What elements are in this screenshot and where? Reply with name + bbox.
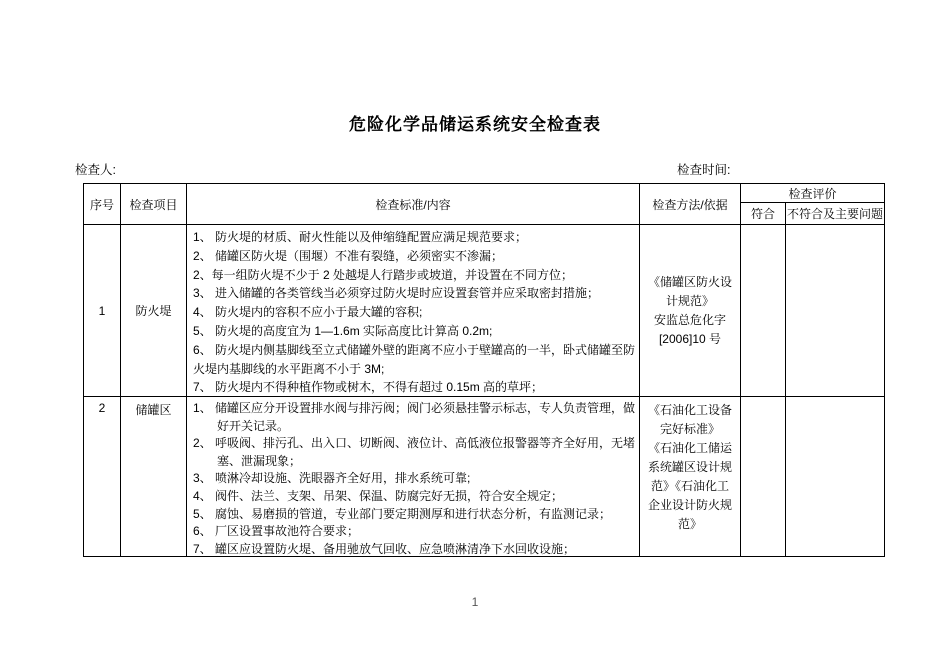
method-line: 《储罐区防火设 (647, 274, 732, 289)
method-line: 完好标准》 (659, 422, 720, 436)
standard-item: 6、 厂区设置事故池符合要求； (193, 524, 360, 539)
standard-item: 1、 防火堤的材质、耐火性能以及伸缩缝配置应满足规范要求； (193, 230, 528, 244)
header-item: 检查项目 (121, 184, 187, 225)
method-line: 企业设计防火规 (647, 498, 732, 512)
method-line: 范》 (677, 517, 702, 531)
method-reference (640, 273, 740, 349)
standard-item: 7、 罐区应设置防火堤、备用驰放气回收、应急喷淋清净下水回收设施； (193, 541, 576, 556)
row-item: 储罐区 (121, 397, 187, 557)
table-row (84, 397, 885, 557)
method-line: 范》《石油化工 (650, 479, 729, 493)
standard-item: 4、 阀件、法兰、支架、吊架、保温、防腐完好无损，符合安全规定； (193, 488, 564, 503)
standards-cell (187, 397, 640, 557)
standard-item: 7、 防火堤内不得种植作物或树木，不得有超过 0.15m 高的草坪； (193, 380, 544, 395)
row-item: 防火堤 (121, 225, 187, 397)
header-standard: 检查标准/内容 (187, 184, 640, 225)
standard-item: 3、 进入储罐的各类管线当必须穿过防火堤时应设置套管并应采取密封措施； (193, 286, 600, 301)
meta-row (75, 160, 884, 176)
conform-cell (741, 225, 786, 397)
standards-list (187, 225, 639, 396)
method-line: 计规范》 (665, 293, 714, 308)
method-line: 系统罐区设计规 (647, 460, 732, 474)
standard-item: 2、每一组防火堤不少于 2 处越堤人行踏步或坡道，并设置在不同方位； (193, 267, 574, 282)
standards-cell (187, 225, 640, 397)
method-line: 《石油化工储运 (647, 441, 732, 455)
method-cell (640, 225, 741, 397)
page-title: 危险化学品储运系统安全检查表 (349, 115, 601, 134)
method-reference (640, 401, 740, 534)
standard-item: 1、 储罐区应分开设置排水阀与排污阀；阀门必须悬挂警示标志，专人负责管理，做好开关记录。 (193, 401, 636, 433)
nonconform-cell (786, 397, 885, 557)
standard-item: 2、 呼吸阀、排污孔、出入口、切断阀、液位计、高低液位报警器等齐全好用，无堵塞、泄漏现象； (193, 436, 636, 468)
inspection-time-label: 检查时间: (677, 163, 731, 177)
method-line: 安监总危化字 (653, 312, 726, 327)
inspector-label: 检查人: (75, 163, 116, 177)
method-line: [2006]10 号 (658, 331, 722, 346)
standard-item: 6、 防火堤内侧基脚线至立式储罐外壁的距离不应小于壁罐高的一半，卧式储罐至防火堤内基脚线的水平距离不小于 3M; (193, 342, 636, 376)
standard-item: 5、 防火堤的高度宜为 1—1.6m 实际高度比计算高 0.2m; (193, 323, 493, 338)
conform-cell (741, 397, 786, 557)
header-nonconform: 不符合及主要问题 (786, 203, 885, 225)
method-line: 《石油化工设备 (647, 403, 732, 417)
standard-item: 3、 喷淋冷却设施、洗眼器齐全好用，排水系统可靠; (193, 471, 471, 486)
header-conform: 符合 (741, 203, 786, 225)
nonconform-cell (786, 225, 885, 397)
table-row (84, 225, 885, 397)
standard-item: 2、 储罐区防火堤（围堰）不准有裂缝，必须密实不渗漏； (193, 248, 504, 263)
page-number: 1 (471, 595, 479, 609)
inspection-table (83, 183, 885, 557)
standard-item: 4、 防火堤内的容积不应小于最大罐的容积; (193, 305, 423, 320)
header-evaluation: 检查评价 (741, 184, 885, 203)
standard-item: 5、 腐蚀、易磨损的管道，专业部门要定期测厚和进行状态分析，有监测记录； (193, 506, 612, 521)
method-cell (640, 397, 741, 557)
header-method: 检查方法/依据 (640, 184, 741, 225)
standards-list (187, 397, 639, 556)
row-seq: 2 (84, 397, 121, 557)
row-seq: 1 (84, 225, 121, 397)
header-seq: 序号 (84, 184, 121, 225)
